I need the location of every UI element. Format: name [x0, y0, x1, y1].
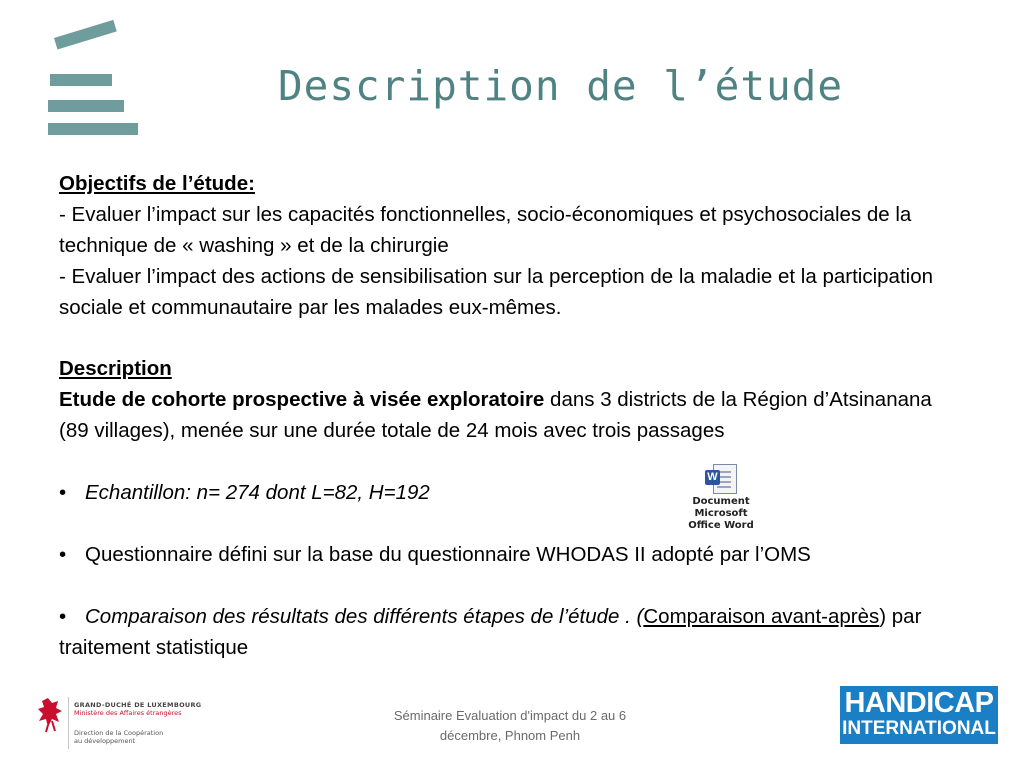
- word-label-line1: Document Microsoft: [692, 496, 750, 519]
- slide-body: [59, 168, 959, 663]
- objective-item-2: - Evaluer l’impact des actions de sensibilisation sur la perception de la maladie et la participation sociale et communautaire par les malades eux-mêmes.: [59, 265, 933, 319]
- word-label-line2: Office Word: [688, 520, 754, 531]
- lux-line3: Direction de la Coopération: [74, 729, 164, 737]
- hi-logo-line1: HANDICAP: [844, 687, 994, 719]
- lux-line1: GRAND-DUCHÉ DE LUXEMBOURG: [74, 701, 202, 709]
- footer-caption-line1: Séminaire Evaluation d'impact du 2 au 6: [393, 708, 627, 723]
- description-heading: Description: [59, 357, 172, 380]
- word-document-icon: W: [705, 462, 737, 494]
- bullet-comparison-italic: Comparaison des résultats des différents étapes de l’étude . (: [85, 605, 644, 628]
- bullet-marker: •: [59, 481, 67, 504]
- slide-logo-bars: [44, 28, 139, 140]
- description-bold-lead: Etude de cohorte prospective à visée exploratoire: [59, 388, 545, 411]
- luxembourg-logo: [36, 693, 216, 753]
- logo-bar-3: [48, 100, 124, 112]
- bullet-sample-text: Echantillon: n= 274 dont L=82, H=192: [85, 481, 430, 504]
- lion-emblem-icon: [36, 695, 66, 735]
- description-rest: dans 3 districts de la Région d’Atsinanana (89 villages), menée sur une durée totale de 24 mois avec trois passages: [59, 388, 932, 442]
- logo-bar-2: [50, 74, 112, 86]
- footer-caption: [350, 706, 670, 746]
- bullet-marker: •: [59, 543, 67, 566]
- lux-text: [74, 701, 201, 745]
- embedded-word-document[interactable]: [666, 462, 776, 532]
- bullet-comparison-underlined: Comparaison avant-après: [643, 605, 880, 628]
- hi-logo-line2: INTERNATIONAL: [842, 718, 996, 739]
- bullet-sample: [59, 477, 959, 508]
- page-title: Description de l’étude: [278, 62, 844, 110]
- bullet-comparison: [59, 601, 959, 663]
- bullet-questionnaire-text: Questionnaire défini sur la base du questionnaire WHODAS II adopté par l’OMS: [85, 543, 811, 566]
- footer-caption-line2: décembre, Phnom Penh: [439, 728, 581, 743]
- handicap-international-logo: [840, 686, 998, 744]
- description-text: [59, 384, 959, 446]
- logo-bar-tilted: [54, 20, 117, 50]
- lux-line4: au développement: [74, 737, 136, 745]
- objectives-heading: Objectifs de l’étude:: [59, 172, 255, 195]
- lux-divider: [68, 697, 69, 749]
- logo-bar-4: [48, 123, 138, 135]
- lux-line2: Ministère des Affaires étrangères: [74, 709, 182, 717]
- bullet-marker: •: [59, 605, 67, 628]
- objective-item-1: - Evaluer l’impact sur les capacités fonctionnelles, socio-économiques et psychosociales de la technique de « washing » et de la chirurgie: [59, 203, 912, 257]
- bullet-questionnaire: [59, 539, 959, 570]
- bullet-comparison-tail: ) par traitement statistique: [59, 605, 922, 659]
